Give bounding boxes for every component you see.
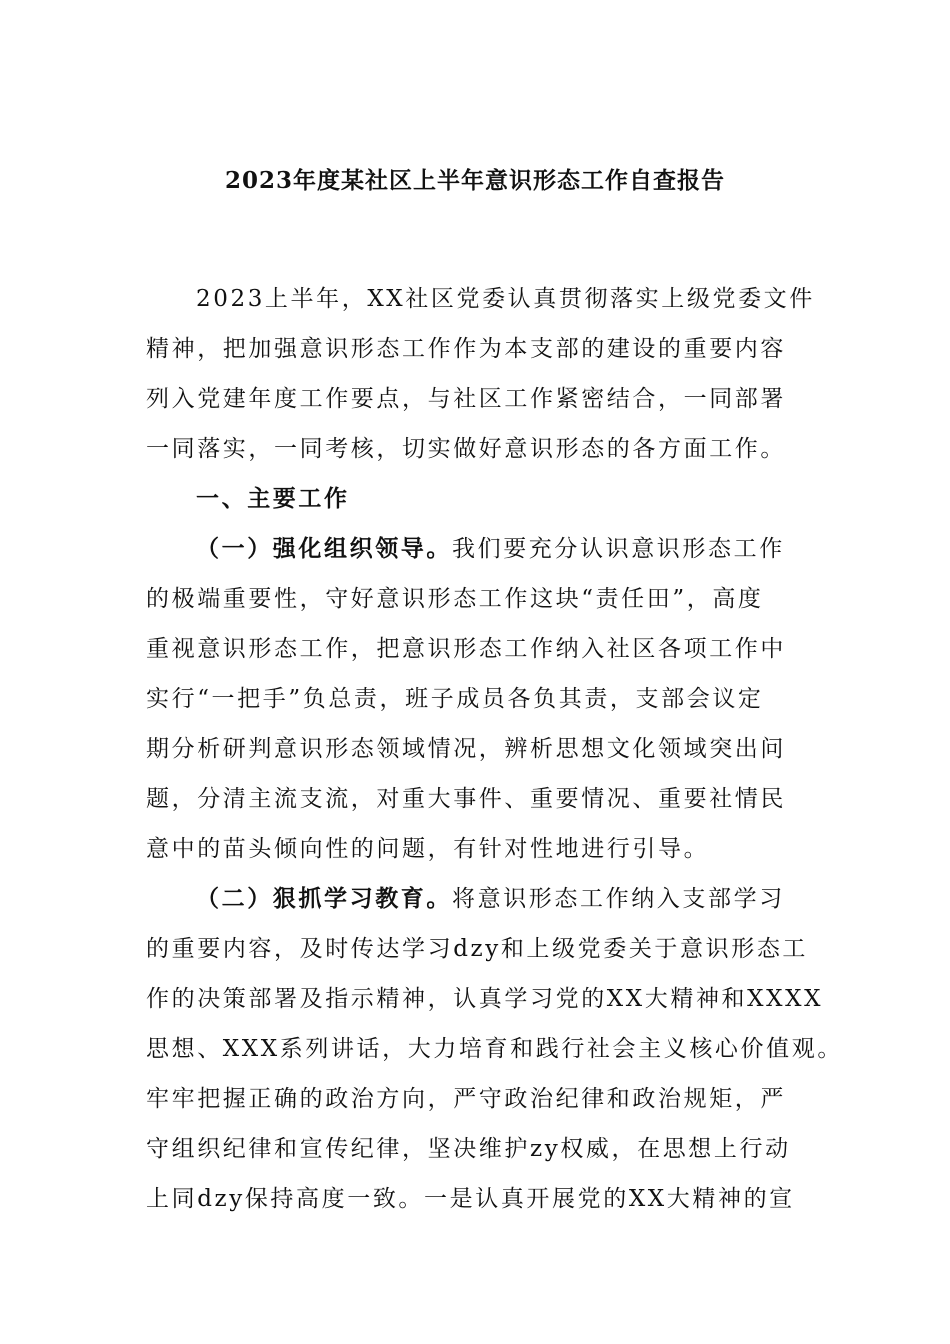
sub2-line: 的重要内容，及时传达学习dzy和上级党委关于意识形态工 [146, 936, 809, 962]
sub2-first-line [196, 884, 806, 914]
sub2-line: 上同dzy保持高度一致。一是认真开展党的XX大精神的宣 [146, 1186, 795, 1212]
intro-line: 2023上半年，XX社区党委认真贯彻落实上级党委文件 [196, 286, 815, 312]
section-heading: 一、主要工作 [196, 485, 350, 512]
sub2-line: 牢牢把握正确的政治方向，严守政治纪律和政治规矩，严 [146, 1086, 786, 1112]
sub1-line: 重视意识形态工作，把意识形态工作纳入社区各项工作中 [146, 636, 786, 662]
sub2-line: 守组织纪律和宣传纪律，坚决维护zy权威，在思想上行动 [146, 1136, 791, 1162]
intro-line: 列入党建年度工作要点，与社区工作紧密结合，一同部署 [146, 386, 786, 412]
intro-line: 一同落实，一同考核，切实做好意识形态的各方面工作。 [146, 436, 786, 462]
sub2-line: 作的决策部署及指示精神，认真学习党的XX大精神和XXXX [146, 986, 824, 1012]
sub1-line: 意中的苗头倾向性的问题，有针对性地进行引导。 [146, 836, 710, 862]
intro-line: 精神，把加强意识形态工作作为本支部的建设的重要内容 [146, 336, 786, 362]
sub1-first-text: 我们要充分认识意识形态工作 [452, 536, 785, 562]
sub1-heading: （一）强化组织领导。 [196, 535, 452, 562]
sub1-line: 题，分清主流支流，对重大事件、重要情况、重要社情民 [146, 786, 786, 812]
sub1-line: 实行“一把手”负总责，班子成员各负其责，支部会议定 [146, 686, 764, 712]
document-title: 2023年度某社区上半年意识形态工作自查报告 [224, 167, 725, 194]
sub1-first-line [196, 534, 806, 564]
sub2-first-text: 将意识形态工作纳入支部学习 [452, 886, 785, 912]
sub2-line: 思想、XXX系列讲话，大力培育和践行社会主义核心价值观。 [146, 1036, 843, 1062]
sub1-line: 期分析研判意识形态领域情况，辨析思想文化领域突出问 [146, 736, 786, 762]
sub2-heading: （二）狠抓学习教育。 [196, 885, 452, 912]
sub1-line: 的极端重要性，守好意识形态工作这块“责任田”，高度 [146, 586, 764, 612]
